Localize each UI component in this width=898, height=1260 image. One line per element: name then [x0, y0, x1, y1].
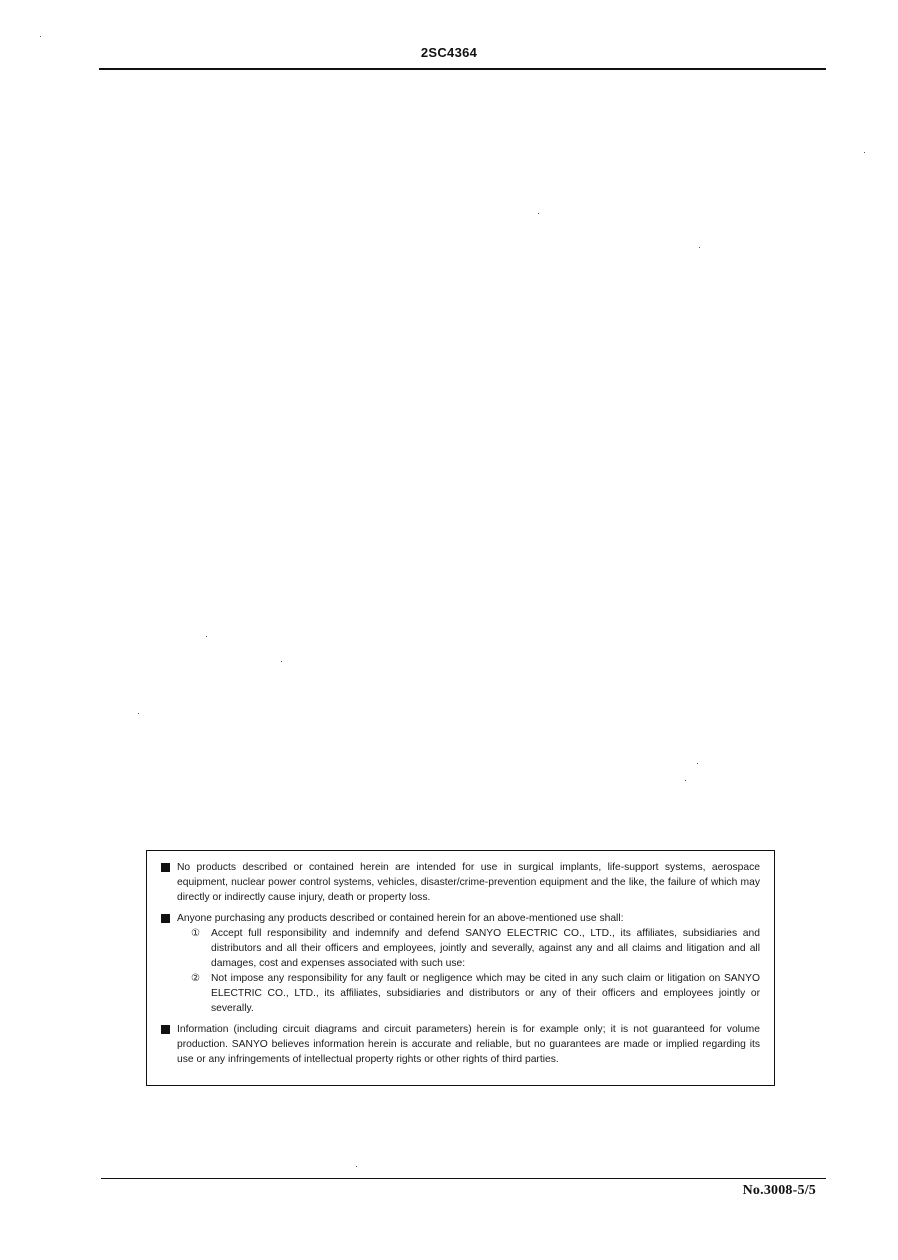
disclaimer-notice-box: [146, 850, 775, 1086]
scan-speck: [864, 152, 865, 153]
scan-speck: [40, 36, 41, 37]
scan-speck: [356, 1166, 357, 1167]
header-divider: [99, 68, 826, 70]
notice-paragraph-2-intro: Anyone purchasing any products described or contained herein for an above-mentioned use shall:: [177, 913, 624, 924]
circled-two-icon: ②: [191, 973, 200, 984]
scan-speck: [138, 713, 139, 714]
document-page-number: No.3008-5/5: [742, 1183, 816, 1198]
obligation-item-1: [177, 926, 760, 971]
part-number-title: 2SC4364: [420, 45, 478, 60]
scan-speck: [281, 661, 282, 662]
scan-speck: [538, 213, 539, 214]
scan-speck: [685, 780, 686, 781]
square-bullet-icon: [161, 1025, 170, 1034]
scan-speck: [697, 763, 698, 764]
square-bullet-icon: [161, 863, 170, 872]
notice-paragraph-3-text: Information (including circuit diagrams and circuit parameters) herein is for example only; it is not guaranteed for volume production. SANYO believes information herein is accurate and reliable, but no guarantees are made or implied regarding its use or any infringements of intellectual property rights or other rights of third parties.: [177, 1024, 760, 1065]
footer-divider: [101, 1178, 826, 1179]
obligation-item-2: [177, 971, 760, 1016]
notice-paragraph-purchaser-obligations: [161, 911, 760, 1016]
obligation-item-1-text: Accept full responsibility and indemnify and defend SANYO ELECTRIC CO., LTD., its affiliates, subsidiaries and distributors and all their officers and employees, jointly and severally, against any and all claims and litigation and all damages, cost and expenses associated with such use:: [211, 928, 760, 969]
obligation-list: [177, 926, 760, 1016]
square-bullet-icon: [161, 914, 170, 923]
scan-speck: [206, 636, 207, 637]
obligation-item-2-text: Not impose any responsibility for any fault or negligence which may be cited in any such claim or litigation on SANYO ELECTRIC CO., LTD., its affiliates, subsidiaries and distributors or any of their officers and employees jointly or severally.: [211, 973, 760, 1014]
notice-paragraph-1-text: No products described or contained herein are intended for use in surgical implants, life-support systems, aerospace equipment, nuclear power control systems, vehicles, disaster/crime-prevention equipment and the like, the failure of which may directly or indirectly cause injury, death or property loss.: [177, 862, 760, 903]
scan-speck: [699, 247, 700, 248]
notice-paragraph-information: [161, 1022, 760, 1067]
notice-paragraph-life-support: [161, 860, 760, 905]
circled-one-icon: ①: [191, 928, 200, 939]
